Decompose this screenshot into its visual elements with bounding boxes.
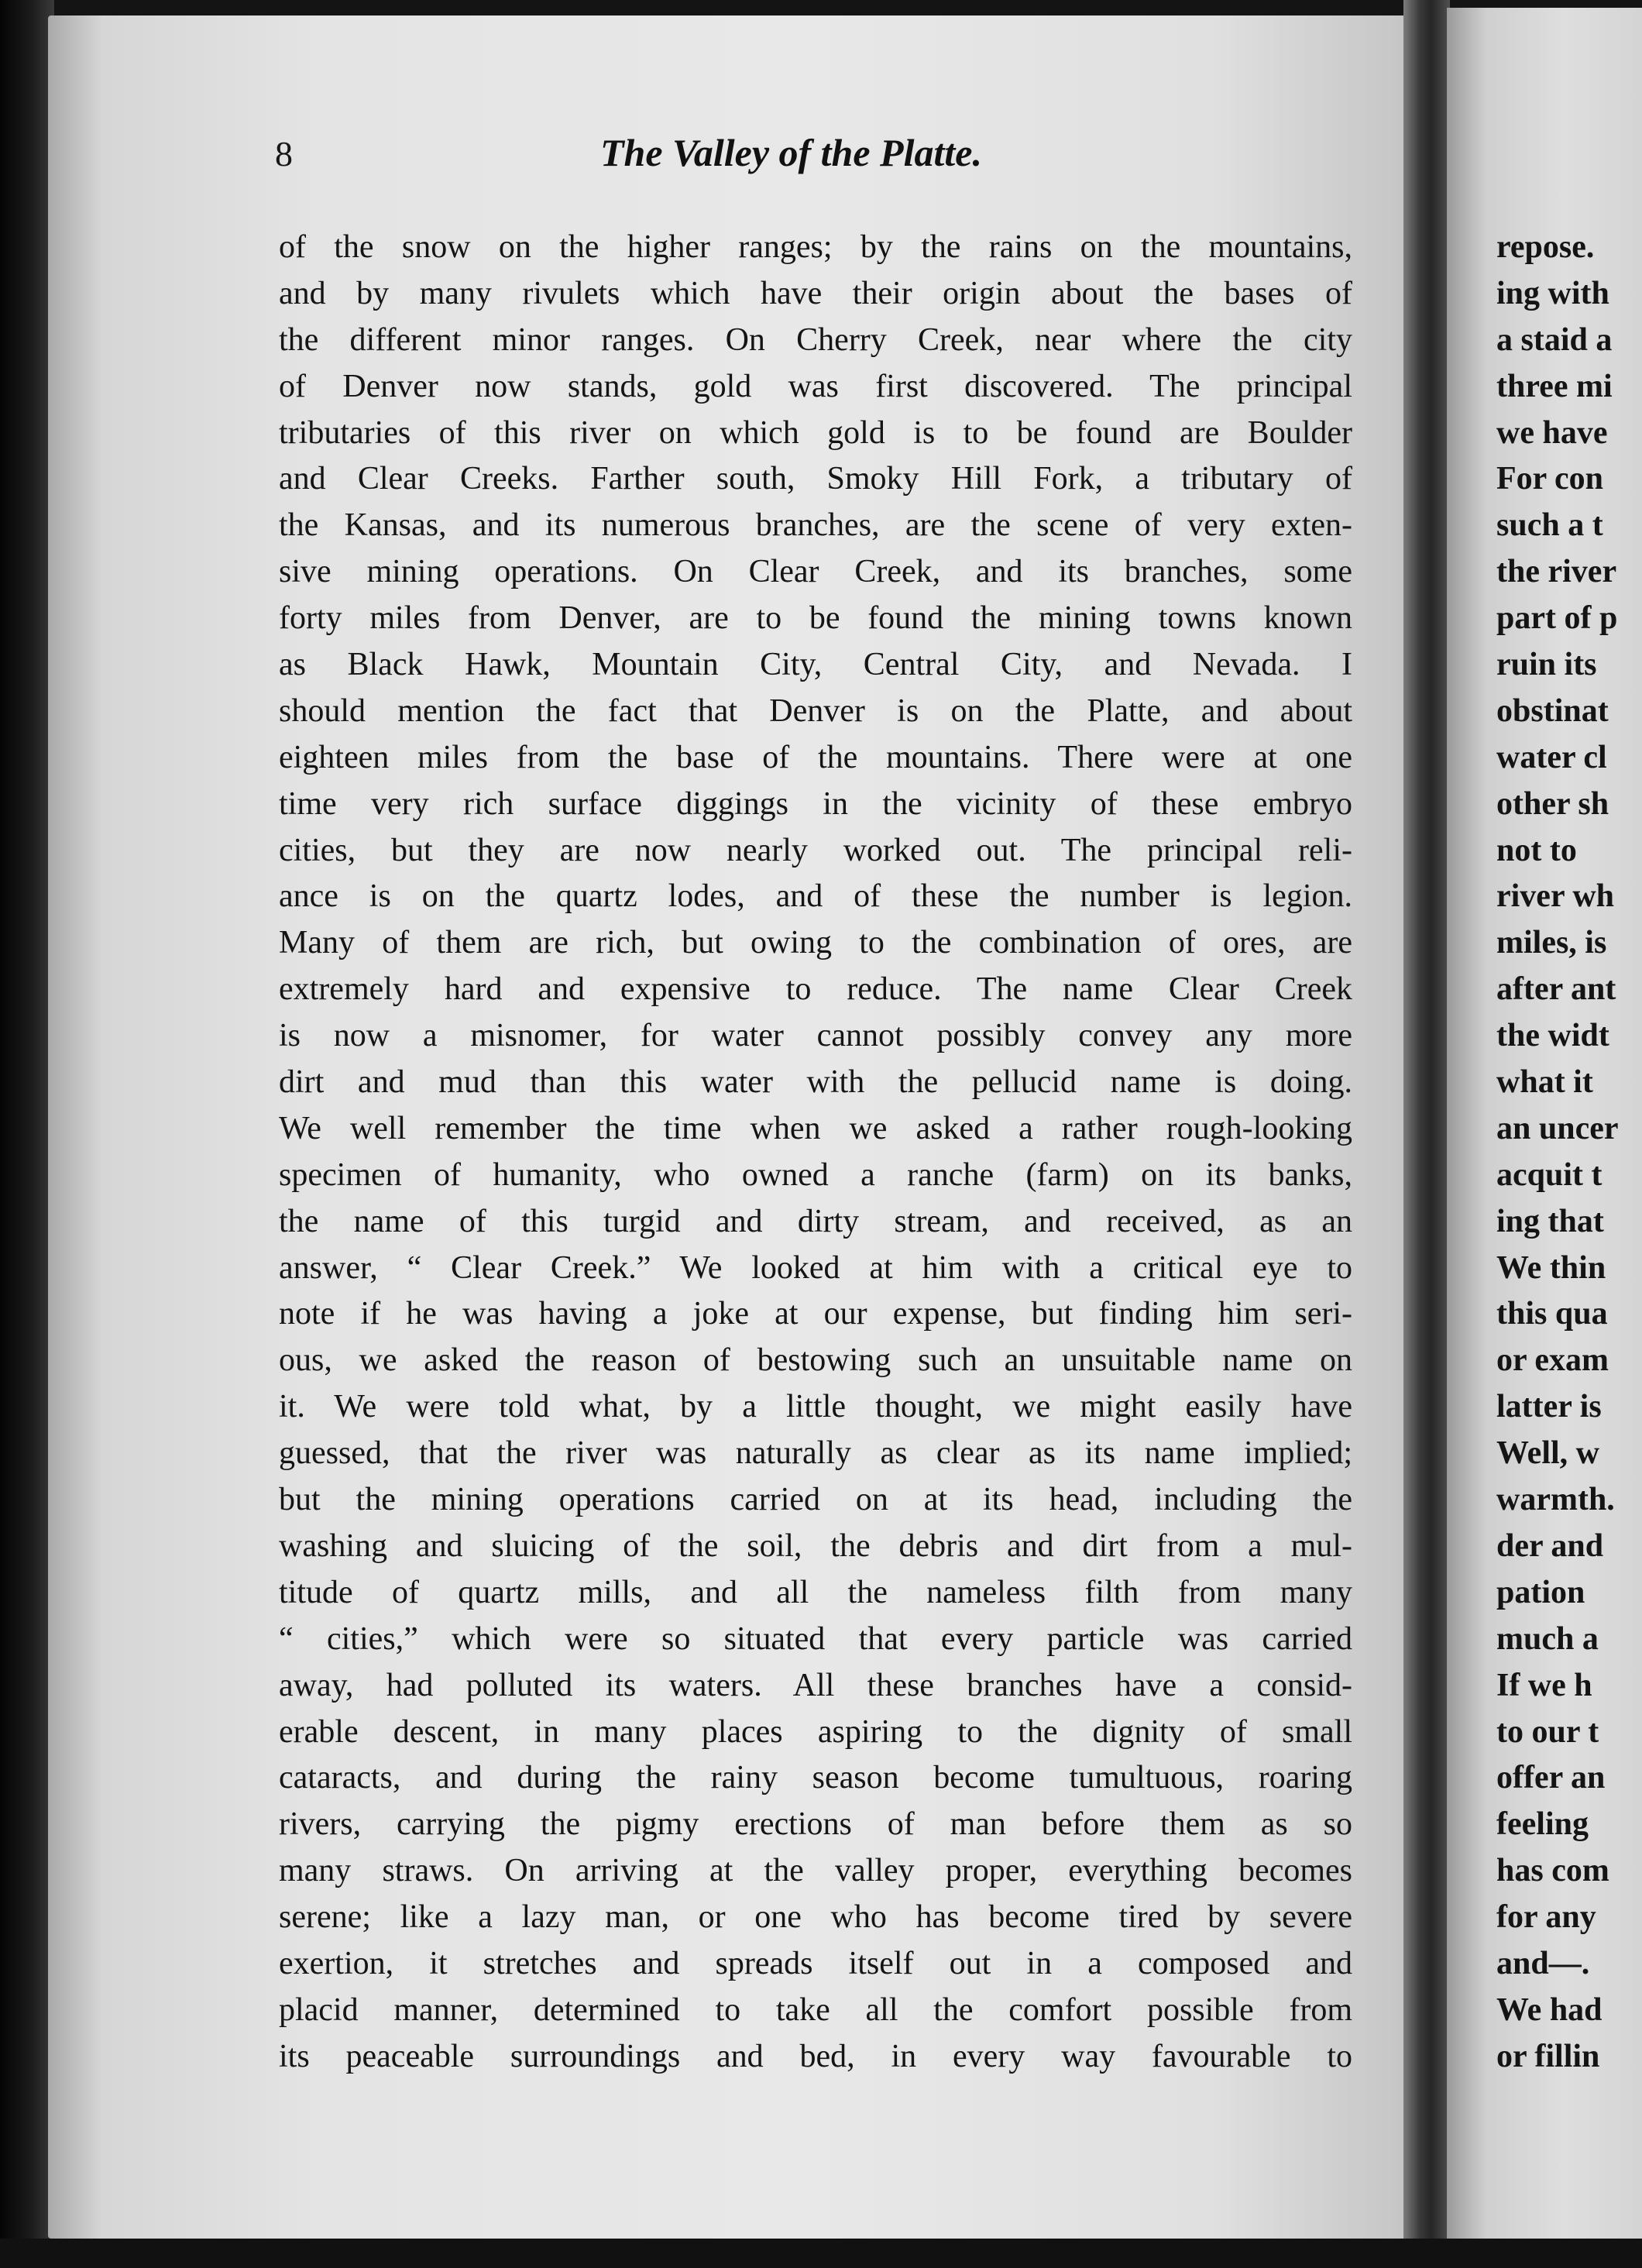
- facing-text-line: part of p: [1496, 600, 1618, 637]
- facing-text-line: three mi: [1496, 368, 1613, 404]
- page-number: 8: [275, 134, 293, 174]
- text-line: cities, but they are now nearly worked out. The principal reli-: [279, 832, 1352, 868]
- facing-text-line: We thin: [1496, 1249, 1606, 1286]
- facing-text-line: repose.: [1496, 229, 1595, 265]
- facing-text-line: feeling: [1496, 1806, 1589, 1843]
- facing-text-line: what it: [1496, 1064, 1593, 1101]
- facing-text-line: ruin its: [1496, 647, 1597, 683]
- text-line: guessed, that the river was naturally as clear as its name implied;: [279, 1435, 1352, 1472]
- facing-text-line: after ant: [1496, 971, 1616, 1008]
- text-line: note if he was having a joke at our expense, but finding him seri-: [279, 1296, 1352, 1332]
- facing-text-line: not to: [1496, 832, 1577, 868]
- text-line: eighteen miles from the base of the mountains. There were at one: [279, 739, 1352, 775]
- facing-text-line: warmth.: [1496, 1482, 1615, 1518]
- facing-text-line: water cl: [1496, 739, 1607, 775]
- facing-text-line: If we h: [1496, 1667, 1592, 1703]
- text-line: and by many rivulets which have their origin about the bases of: [279, 275, 1352, 311]
- facing-text-line: latter is: [1496, 1389, 1602, 1425]
- text-line: away, had polluted its waters. All these branches have a consid-: [279, 1667, 1352, 1703]
- facing-text-line: to our t: [1496, 1713, 1599, 1750]
- facing-text-line: We had: [1496, 1991, 1602, 2028]
- running-head: [275, 124, 1359, 194]
- facing-text-line: or fillin: [1496, 2038, 1600, 2074]
- facing-text-line: an uncer: [1496, 1110, 1619, 1146]
- text-line: many straws. On arriving at the valley proper, everything becomes: [279, 1853, 1352, 1889]
- facing-text-line: much a: [1496, 1620, 1599, 1657]
- facing-text-line: has com: [1496, 1853, 1609, 1889]
- text-line: erable descent, in many places aspiring to the dignity of small: [279, 1713, 1352, 1750]
- facing-text-line: ing that: [1496, 1203, 1604, 1239]
- text-line: forty miles from Denver, are to be found the mining towns known: [279, 600, 1352, 637]
- facing-text-line: ing with: [1496, 275, 1609, 311]
- facing-text-line: the river: [1496, 554, 1617, 590]
- facing-text-line: the widt: [1496, 1018, 1609, 1054]
- text-line: “ cities,” which were so situated that every particle was carried: [279, 1620, 1352, 1657]
- text-line: answer, “ Clear Creek.” We looked at him with a critical eye to: [279, 1249, 1352, 1286]
- text-line: We well remember the time when we asked a rather rough-looking: [279, 1110, 1352, 1146]
- text-line: cataracts, and during the rainy season become tumultuous, roaring: [279, 1760, 1352, 1796]
- text-line: time very rich surface diggings in the vicinity of these embryo: [279, 785, 1352, 822]
- text-line: tributaries of this river on which gold is to be found are Boulder: [279, 414, 1352, 451]
- text-line: placid manner, determined to take all the comfort possible from: [279, 1991, 1352, 2028]
- facing-text-line: Well, w: [1496, 1435, 1599, 1472]
- facing-text-line: acquit t: [1496, 1156, 1602, 1193]
- facing-text-line: miles, is: [1496, 925, 1607, 961]
- text-line: the Kansas, and its numerous branches, are the scene of very exten-: [279, 507, 1352, 544]
- text-line: the different minor ranges. On Cherry Creek, near where the city: [279, 321, 1352, 358]
- text-line: specimen of humanity, who owned a ranche (farm) on its banks,: [279, 1156, 1352, 1193]
- facing-text-line: for any: [1496, 1899, 1596, 1936]
- facing-text-line: der and: [1496, 1527, 1604, 1564]
- text-line: of Denver now stands, gold was first discovered. The principal: [279, 368, 1352, 404]
- text-line: as Black Hawk, Mountain City, Central City, and Nevada. I: [279, 647, 1352, 683]
- text-line: its peaceable surroundings and bed, in every way favourable to: [279, 2038, 1352, 2074]
- text-line: washing and sluicing of the soil, the debris and dirt from a mul-: [279, 1527, 1352, 1564]
- text-line: sive mining operations. On Clear Creek, and its branches, some: [279, 554, 1352, 590]
- text-line: should mention the fact that Denver is on the Platte, and about: [279, 692, 1352, 729]
- facing-text-line: other sh: [1496, 785, 1609, 822]
- facing-text-line: offer an: [1496, 1760, 1606, 1796]
- scan-bottom-border: [0, 2239, 1642, 2268]
- text-line: of the snow on the higher ranges; by the rains on the mountains,: [279, 229, 1352, 265]
- facing-text-line: this qua: [1496, 1296, 1608, 1332]
- text-line: exertion, it stretches and spreads itself out in a composed and: [279, 1945, 1352, 1981]
- facing-page-text: [1496, 225, 1642, 2081]
- facing-text-line: obstinat: [1496, 692, 1609, 729]
- facing-text-line: pation: [1496, 1574, 1585, 1610]
- facing-text-line: a staid a: [1496, 321, 1613, 358]
- text-line: it. We were told what, by a little thought, we might easily have: [279, 1389, 1352, 1425]
- text-line: the name of this turgid and dirty stream, and received, as an: [279, 1203, 1352, 1239]
- text-line: serene; like a lazy man, or one who has become tired by severe: [279, 1899, 1352, 1936]
- page-title: The Valley of the Platte.: [600, 131, 982, 174]
- scan-left-border: [0, 0, 54, 2268]
- text-line: rivers, carrying the pigmy erections of man before them as so: [279, 1806, 1352, 1843]
- facing-text-line: and—.: [1496, 1945, 1590, 1981]
- facing-text-line: we have: [1496, 414, 1608, 451]
- facing-text-line: river wh: [1496, 878, 1615, 915]
- text-line: is now a misnomer, for water cannot possibly convey any more: [279, 1018, 1352, 1054]
- facing-text-line: For con: [1496, 461, 1604, 497]
- text-line: titude of quartz mills, and all the nameless filth from many: [279, 1574, 1352, 1610]
- book-gutter: [1403, 0, 1450, 2268]
- text-line: ous, we asked the reason of bestowing such an unsuitable name on: [279, 1342, 1352, 1379]
- facing-text-line: such a t: [1496, 507, 1603, 544]
- facing-text-line: or exam: [1496, 1342, 1609, 1379]
- text-line: Many of them are rich, but owing to the combination of ores, are: [279, 925, 1352, 961]
- text-line: ance is on the quartz lodes, and of these the number is legion.: [279, 878, 1352, 915]
- text-line: but the mining operations carried on at its head, including the: [279, 1482, 1352, 1518]
- text-line: dirt and mud than this water with the pellucid name is doing.: [279, 1064, 1352, 1101]
- text-line: extremely hard and expensive to reduce. The name Clear Creek: [279, 971, 1352, 1008]
- text-line: and Clear Creeks. Farther south, Smoky Hill Fork, a tributary of: [279, 461, 1352, 497]
- body-text: [279, 225, 1352, 2081]
